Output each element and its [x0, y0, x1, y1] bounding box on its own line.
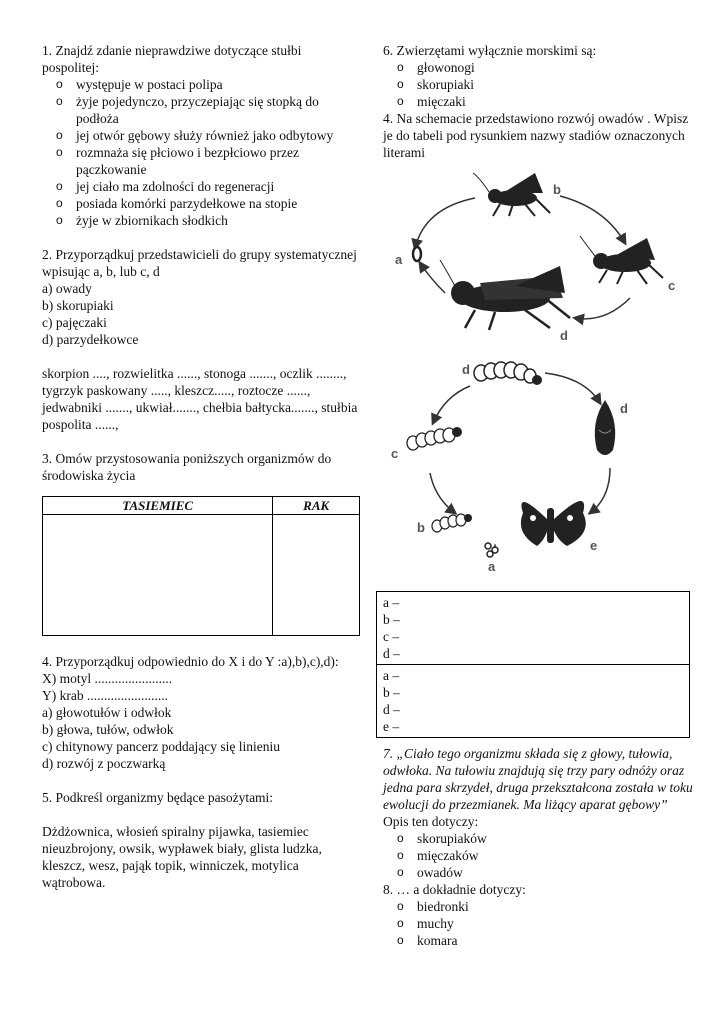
q5-text[interactable]: Dżdżownica, włosień spiralny pijawka, tasiemiec nieuzbrojony, owsik, wypławek biały, glista ludzka, kleszcz, wesz, pająk topik, winniczek, motylica wątrobowa.: [42, 824, 322, 890]
q6-option[interactable]: o mięczaki: [383, 93, 693, 110]
q3-table: [42, 496, 360, 636]
q6-options: [383, 59, 693, 110]
eggs-icon: [485, 543, 498, 557]
q4b-title: 4. Na schemacie przedstawiono rozwój owadów . Wpisz je do tabeli pod rysunkiem nazwy stadiów oznaczonych literami: [383, 111, 689, 160]
q2-group: c) pajęczaki: [42, 315, 107, 330]
right-column: [383, 42, 693, 161]
arrow: [590, 468, 610, 513]
q4-item: a) głowotułów i odwłok: [42, 705, 172, 720]
q4-item: b) głowa, tułów, odwłok: [42, 722, 174, 737]
q3-col-rak: RAK: [273, 497, 360, 515]
answer-line[interactable]: b –: [383, 612, 400, 627]
q8-option[interactable]: o biedronki: [383, 898, 693, 915]
q2-group: d) parzydełkowce: [42, 332, 139, 347]
label-b: b: [417, 520, 425, 535]
adult-grasshopper-icon: [440, 260, 570, 330]
q7-options: [383, 830, 693, 881]
q1-option[interactable]: o rozmnaża się płciowo i bezpłciowo przez pączkowanie: [42, 144, 360, 178]
q7-q8-block: [383, 745, 693, 949]
q1-option[interactable]: o żyje pojedynczo, przyczepiając się stopką do podłoża: [42, 93, 360, 127]
q8-option[interactable]: o muchy: [383, 915, 693, 932]
q3-cell-rak[interactable]: [273, 515, 360, 636]
q1-option[interactable]: o jej otwór gębowy służy również jako odbytowy: [42, 127, 360, 144]
label-c: c: [391, 446, 399, 461]
cycle-complete-metamorphosis: [391, 362, 628, 574]
q3-title: 3. Omów przystosowania poniższych organizmów do środowiska życia: [42, 451, 332, 483]
answer-line[interactable]: c –: [383, 629, 400, 644]
q6-title: 6. Zwierzętami wyłącznie morskimi są:: [383, 43, 597, 58]
q1-title: 1. Znajdź zdanie nieprawdziwe dotyczące stułbi pospolitej:: [42, 43, 302, 75]
q4-title: 4. Przyporządkuj odpowiednio do X i do Y :a),b),c),d):: [42, 654, 339, 669]
q7-option[interactable]: o skorupiaków: [383, 830, 693, 847]
q7-quote: 7. „Ciało tego organizmu składa się z głowy, tułowia, odwłoka. Na tułowiu znajdują się trzy pary odnóży oraz jedna para skrzydeł, druga przekształcona została w toku ewolucji do przezmianek. Ma liżący aparat gębowy”: [383, 746, 693, 812]
q1-options: [42, 76, 360, 229]
q3-cell-tasiemiec[interactable]: [43, 515, 273, 636]
q2-title: 2. Przyporządkuj przedstawicieli do grupy systematycznej wpisując a, b, lub c, d: [42, 247, 357, 279]
caterpillar-large-icon: [474, 362, 542, 385]
q8-title: 8. … a dokładnie dotyczy:: [383, 882, 526, 897]
label-d: d: [620, 401, 628, 416]
label-c: c: [668, 278, 676, 293]
answer-line[interactable]: d –: [383, 646, 400, 661]
nymph-small-icon: [473, 173, 550, 216]
q7-option[interactable]: o mięczaków: [383, 847, 693, 864]
q4-x[interactable]: X) motyl .......................: [42, 671, 173, 686]
q8-options: [383, 898, 693, 949]
caterpillar-small-icon: [432, 514, 472, 532]
q4-item: c) chitynowy pancerz poddający się linieniu: [42, 739, 281, 754]
q1-option[interactable]: o jej ciało ma zdolności do regeneracji: [42, 178, 360, 195]
label-e: e: [590, 538, 598, 553]
q1-option[interactable]: o występuje w postaci polipa: [42, 76, 360, 93]
stages-answer-table: [376, 591, 690, 738]
left-column: [42, 42, 360, 891]
answer-line[interactable]: a –: [383, 668, 400, 683]
butterfly-icon: [521, 501, 586, 546]
label-a: a: [488, 559, 496, 574]
nymph-large-icon: [580, 236, 663, 284]
q1-option[interactable]: o żyje w zbiornikach słodkich: [42, 212, 360, 229]
label-d: d: [462, 362, 470, 377]
arrow: [433, 386, 470, 423]
q2-group: a) owady: [42, 281, 92, 296]
answers-cycle-2: [377, 664, 689, 737]
arrow: [420, 263, 445, 293]
q4-item: d) rozwój z poczwarką: [42, 756, 166, 771]
insect-development-diagram: [385, 168, 690, 578]
q2-group: b) skorupiaki: [42, 298, 114, 313]
q7-option[interactable]: o owadów: [383, 864, 693, 881]
q3-col-tasiemiec: TASIEMIEC: [43, 497, 273, 515]
q8-option[interactable]: o komara: [383, 932, 693, 949]
label-b: b: [553, 182, 561, 197]
answer-line[interactable]: b –: [383, 685, 400, 700]
q7-lead: Opis ten dotyczy:: [383, 814, 479, 829]
label-d: d: [560, 328, 568, 343]
q2-text[interactable]: skorpion ...., rozwielitka ......, stonoga ......., oczlik ........, tygrzyk paskowany ....., kleszcz....., roztocze ......, jedwabniki ......., ukwiał......., chełbia bałtycka......., stułbia pospolita ......,: [42, 366, 358, 432]
q6-option[interactable]: o głowonogi: [383, 59, 693, 76]
answer-line[interactable]: e –: [383, 719, 400, 734]
q6-option[interactable]: o skorupiaki: [383, 76, 693, 93]
arrow: [560, 196, 625, 243]
answers-cycle-1: [377, 592, 689, 664]
arrow: [415, 198, 475, 248]
q4-y[interactable]: Y) krab ........................: [42, 688, 168, 703]
answer-line[interactable]: a –: [383, 595, 400, 610]
arrow: [575, 298, 630, 319]
answer-line[interactable]: d –: [383, 702, 400, 717]
q5-title: 5. Podkreśl organizmy będące pasożytami:: [42, 790, 274, 805]
q1-option[interactable]: o posiada komórki parzydełkowe na stopie: [42, 195, 360, 212]
caterpillar-medium-icon: [407, 427, 462, 450]
arrow: [430, 473, 455, 513]
arrow: [545, 373, 600, 403]
cycle-incomplete-metamorphosis: [395, 173, 675, 343]
label-a: a: [395, 252, 403, 267]
pupa-icon: [595, 400, 615, 455]
egg-icon: [413, 247, 421, 261]
